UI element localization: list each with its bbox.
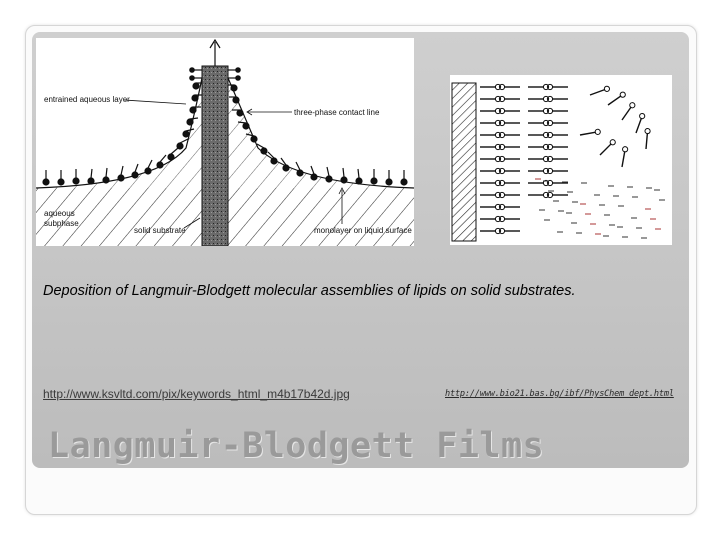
lipid-rows (480, 84, 568, 233)
substrate-block (452, 83, 476, 241)
water-dashes (535, 179, 665, 238)
label-subphase: subphase (44, 219, 79, 228)
lb-deposition-svg (36, 38, 414, 246)
solid-substrate (202, 66, 228, 246)
multilayer-lipid-sketch (450, 75, 672, 245)
source-link-ksvltd[interactable]: http://www.ksvltd.com/pix/keywords_html_m4b17b42d.jpg (43, 387, 350, 401)
figure-caption: Deposition of Langmuir-Blodgett molecular assemblies of lipids on solid substrates. (43, 283, 576, 299)
label-monolayer: monolayer on liquid surface (314, 226, 412, 235)
source-link-bio21[interactable]: http://www.bio21.bas.bg/ibf/PhysChem_dept.html (445, 389, 674, 399)
label-aqueous: aqueous (44, 209, 75, 218)
lb-deposition-diagram (36, 38, 414, 246)
label-contact-line: three-phase contact line (294, 108, 380, 117)
slide-title: Langmuir-Blodgett Films (48, 426, 545, 466)
free-lipids (580, 86, 651, 168)
label-solid-substrate: solid substrate (134, 226, 186, 235)
multilayer-lipid-svg (450, 75, 672, 245)
label-entrained-layer: entrained aqueous layer (44, 95, 130, 104)
